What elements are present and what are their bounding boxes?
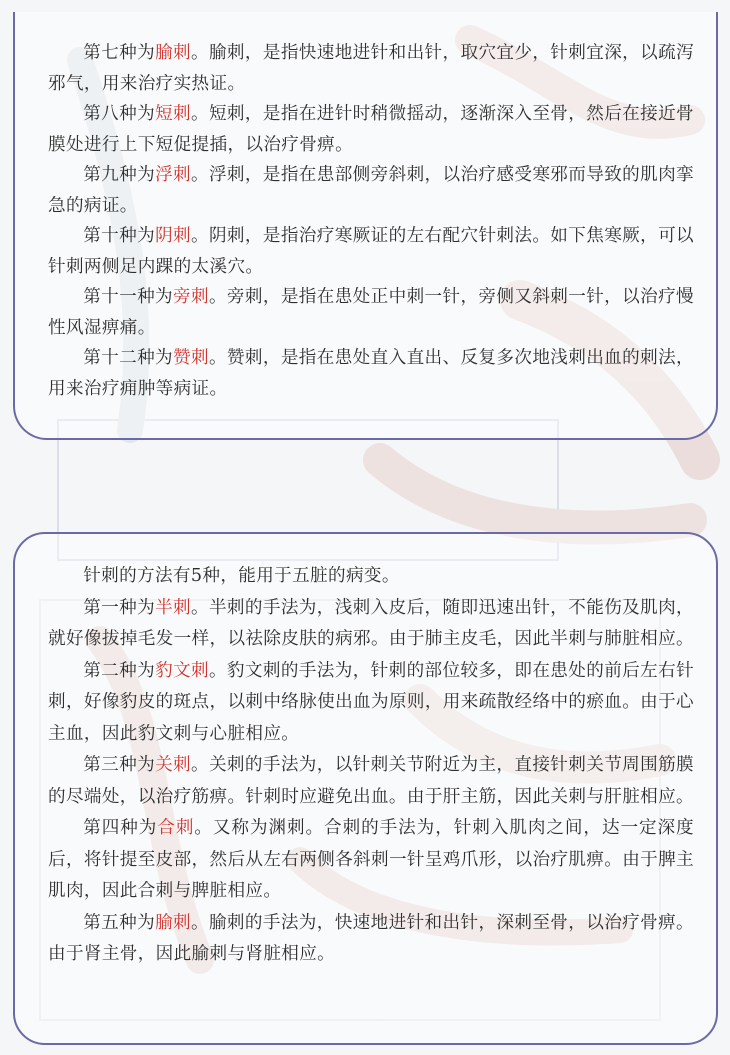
- term-highlight: 浮刺: [155, 165, 191, 185]
- term-highlight: 阴刺: [155, 226, 191, 246]
- term-highlight: 合刺: [157, 818, 195, 838]
- term-highlight: 关刺: [155, 755, 191, 775]
- term-highlight: 旁刺: [173, 287, 209, 307]
- term-highlight: 腧刺: [155, 912, 191, 933]
- term-highlight: 豹文刺: [155, 660, 209, 681]
- paragraph-5: 第五种为腧刺。腧刺的手法为，快速地进针和出针，深刺至骨，以治疗骨痹。由于肾主骨，因此腧刺与肾脏相应。: [48, 912, 695, 964]
- paragraph-3: 第三种为关刺。关刺的手法为，以针刺关节附近为主，直接针刺关节周围筋膜的尽端处，以治疗筋痹。针刺时应避免出血。由于肝主筋，因此关刺与肝脏相应。: [48, 755, 695, 807]
- paragraph-10: 第十种为阴刺。阴刺，是指治疗寒厥证的左右配穴针刺法。如下焦寒厥，可以针刺两侧足内踝的太溪穴。: [48, 226, 695, 277]
- bottom-text-panel: [13, 532, 718, 1045]
- term-highlight: 短刺: [155, 104, 191, 124]
- paragraph-1: 第一种为半刺。半刺的手法为，浅刺入皮后，随即迅速出针，不能伤及肌肉，就好像拔掉毛发一样，以祛除皮肤的病邪。由于肺主皮毛，因此半刺与肺脏相应。: [48, 597, 695, 649]
- paragraph-8: 第八种为短刺。短刺，是指在进针时稍微摇动，逐渐深入至骨，然后在接近骨膜处进行上下短促提插，以治疗骨痹。: [48, 104, 695, 155]
- paragraph-7: 第七种为腧刺。腧刺，是指快速地进针和出针，取穴宜少，针刺宜深，以疏泻邪气，用来治疗实热证。: [48, 43, 695, 94]
- paragraph-4: 第四种为合刺。又称为渊刺。合刺的手法为，针刺入肌肉之间，达一定深度后，将针提至皮部，然后从左右两侧各斜刺一针呈鸡爪形，以治疗肌痹。由于脾主肌肉，因此合刺与脾脏相应。: [48, 818, 695, 901]
- top-text-panel: [13, 12, 718, 440]
- term-highlight: 半刺: [155, 597, 191, 618]
- paragraph-12: 第十二种为赞刺。赞刺，是指在患处直入直出、反复多次地浅刺出血的刺法，用来治疗痈肿等病证。: [48, 348, 694, 399]
- term-highlight: 赞刺: [173, 348, 209, 368]
- paragraph-9: 第九种为浮刺。浮刺，是指在患部侧旁斜刺，以治疗感受寒邪而导致的肌肉挛急的病证。: [48, 165, 695, 216]
- term-highlight: 腧刺: [155, 43, 191, 63]
- paragraph-11: 第十一种为旁刺。旁刺，是指在患处正中刺一针，旁侧又斜刺一针，以治疗慢性风湿痹痛。: [48, 287, 694, 338]
- intro-paragraph: 针刺的方法有5种，能用于五脏的病变。: [83, 566, 400, 586]
- paragraph-2: 第二种为豹文刺。豹文刺的手法为，针刺的部位较多，即在患处的前后左右针刺，好像豹皮的斑点，以刺中络脉使出血为原则，用来疏散经络中的瘀血。由于心主血，因此豹文刺与心脏相应。: [48, 660, 695, 744]
